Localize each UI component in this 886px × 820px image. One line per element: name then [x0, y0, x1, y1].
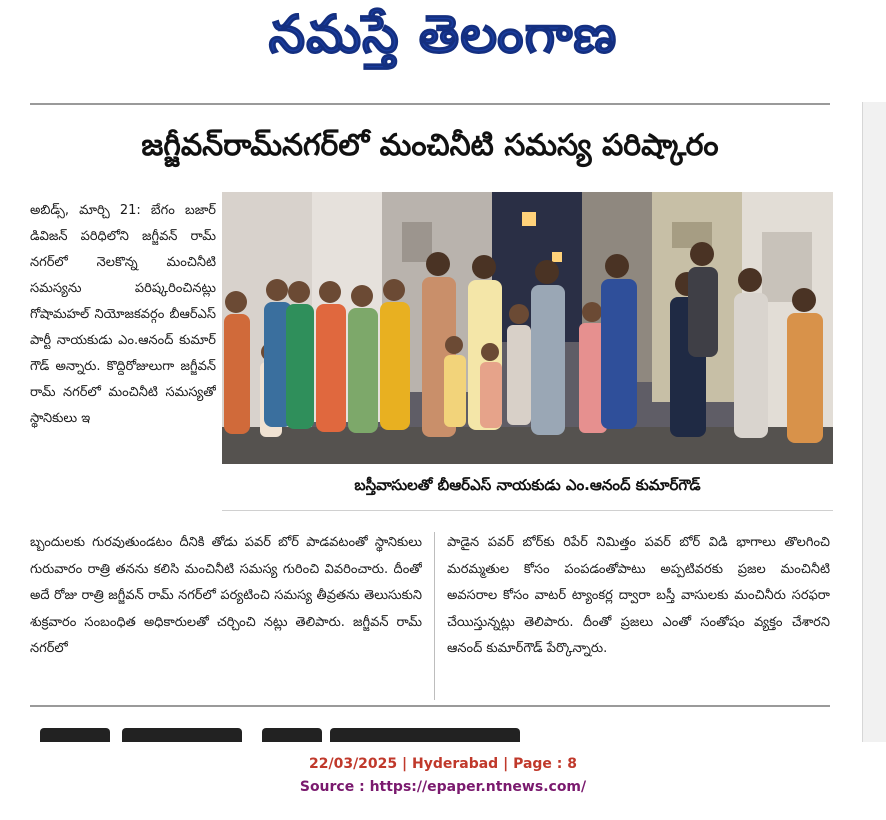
- adjacent-page-edge: [862, 102, 886, 742]
- top-divider: [30, 103, 830, 105]
- column-divider: [434, 532, 435, 700]
- article-photo: [222, 192, 833, 464]
- article-column-right: పాడైన పవర్‌ బోర్‌కు రిపేర్‌ నిమిత్తం పవర్‌ బోర్‌ విడి భాగాలు తొలగించి మరమ్మతుల కోసం పంపడంతోపాటు అప్పటివరకు ప్రజల మంచినీటి అవసరాల కోసం వాటర్‌ ట్యాంకర్ల ద్వారా బస్తీ వాసులకు మంచినీరు సరఫరా చేయిస్తున్నట్లు తెలిపారు. దీంతో ప్రజలు ఎంతో సంతోషం వ్యక్తం చేశారని ఆనంద్‌ కుమార్‌గౌడ్‌ పేర్కొన్నారు.: [447, 535, 830, 656]
- article-headline: జగ్జీవన్‌రామ్‌నగర్‌లో మంచినీటి సమస్య పరిష్కారం: [141, 128, 719, 163]
- caption-divider: [222, 510, 833, 511]
- bottom-divider: [30, 705, 830, 707]
- edition-info: 22/03/2025 | Hyderabad | Page : 8: [308, 756, 578, 772]
- article-column-middle: బ్బందులకు గురవుతుండటం దీనికి తోడు పవర్‌ బోర్‌ పాడవటంతో స్థానికులు గురువారం రాత్రి తనను కలిసి మంచినీటి సమస్య గురించి వివరించారు. దీంతో అదే రోజు రాత్రి జగ్జీవన్‌ రామ్‌ నగర్‌లో పర్యటించి సమస్య తీవ్రతను తెలుసుకుని శుక్రవారం సంబంధిత అధికారులతో చర్చించి నట్లు తెలిపారు. జగ్జీవన్‌ రామ్‌ నగర్‌లో: [30, 535, 422, 656]
- source-link[interactable]: Source : https://epaper.ntnews.com/: [299, 779, 587, 795]
- next-headline-cutoff: [30, 720, 830, 742]
- article-text-left: అబిడ్స్‌, మార్చి 21: బేగం బజార్‌ డివిజన్‌ పరిధిలోని జగ్జీవన్‌ రామ్‌ నగర్‌లో నెలకొన్న మంచినీటి సమస్యను పరిష్కరించినట్లు గోషామహల్‌ నియోజకవర్గం బీఆర్‌ఎస్‌ పార్టీ నాయకుడు ఎం.ఆనంద్‌ కుమార్‌ గౌడ్‌ అన్నారు. కొద్దిరోజులుగా జగ్జీవన్‌ రామ్‌ నగర్‌లో మంచినీటి సమస్యతో స్థానికులు ఇ: [30, 203, 216, 426]
- newspaper-logo: నమస్తే తెలంగాణ: [268, 4, 618, 65]
- article-column-left: [30, 198, 216, 536]
- page-footer: [0, 752, 886, 798]
- masthead: [0, 2, 886, 80]
- group-photo-illustration: [222, 192, 833, 464]
- photo-caption: బస్తీవాసులతో బీఆర్‌ఎస్‌ నాయకుడు ఎం.ఆనంద్‌ కుమార్‌గౌడ్‌: [354, 476, 701, 494]
